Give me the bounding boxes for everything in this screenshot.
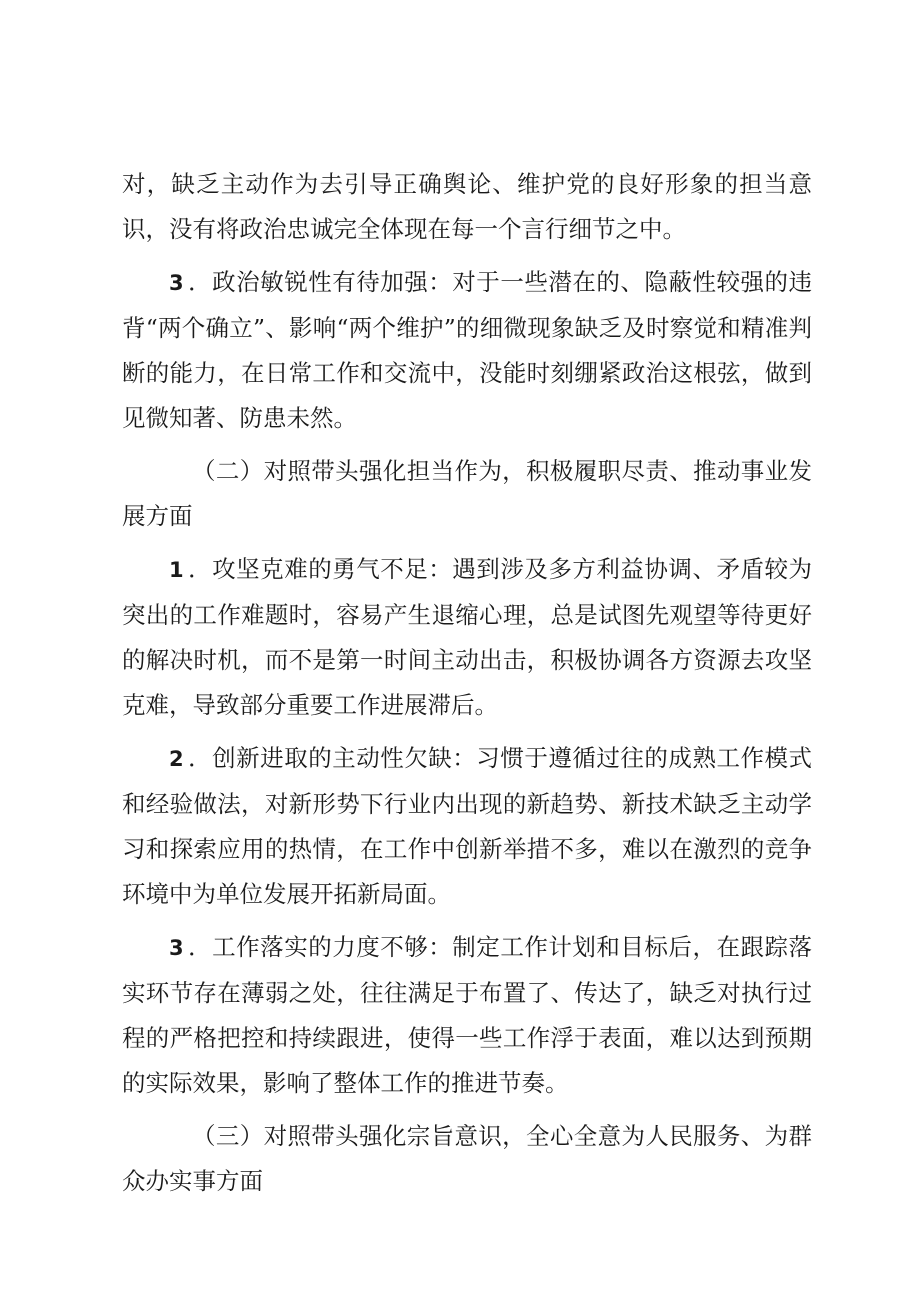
paragraph-item-innovation [122,736,812,917]
paragraph-text: 对，缺乏主动作为去引导正确舆论、维护党的良好形象的担当意识，没有将政治忠诚完全体现在每一个言行细节之中。 [122,170,812,243]
paragraph-text: ．工作落实的力度不够：制定工作计划和目标后，在跟踪落实环节存在薄弱之处，往往满足于布置了、传达了，缺乏对执行过程的严格把控和持续跟进，使得一些工作浮于表面，难以达到预期的实际效果，影响了整体工作的推进节奏。 [122,933,812,1097]
item-number: 3 [169,936,184,960]
section-heading-3 [122,1114,812,1204]
paragraph-continuation [122,162,812,252]
item-number: 3 [169,271,184,295]
paragraph-item-courage [122,547,812,728]
paragraph-text: ．创新进取的主动性欠缺：习惯于遵循过往的成熟工作模式和经验做法，对新形势下行业内出现的新趋势、新技术缺乏主动学习和探索应用的热情，在工作中创新举措不多，难以在激烈的竞争环境中为单位发展开拓新局面。 [122,744,812,908]
section-heading-2 [122,449,812,539]
item-number: 1 [169,558,184,582]
document-body [122,162,812,1212]
paragraph-item-political-sensitivity [122,260,812,441]
item-number: 2 [169,747,184,771]
paragraph-item-implementation [122,925,812,1106]
section-heading-text: （三）对照带头强化宗旨意识，全心全意为人民服务、为群众办实事方面 [122,1122,812,1195]
section-heading-text: （二）对照带头强化担当作为，积极履职尽责、推动事业发展方面 [122,457,812,530]
paragraph-text: ．攻坚克难的勇气不足：遇到涉及多方利益协调、矛盾较为突出的工作难题时，容易产生退缩心理，总是试图先观望等待更好的解决时机，而不是第一时间主动出击，积极协调各方资源去攻坚克难，导致部分重要工作进展滞后。 [122,555,812,719]
paragraph-text: ．政治敏锐性有待加强：对于一些潜在的、隐蔽性较强的违背“两个确立”、影响“两个维护”的细微现象缺乏及时察觉和精准判断的能力，在日常工作和交流中，没能时刻绷紧政治这根弦，做到见微知著、防患未然。 [122,268,812,432]
